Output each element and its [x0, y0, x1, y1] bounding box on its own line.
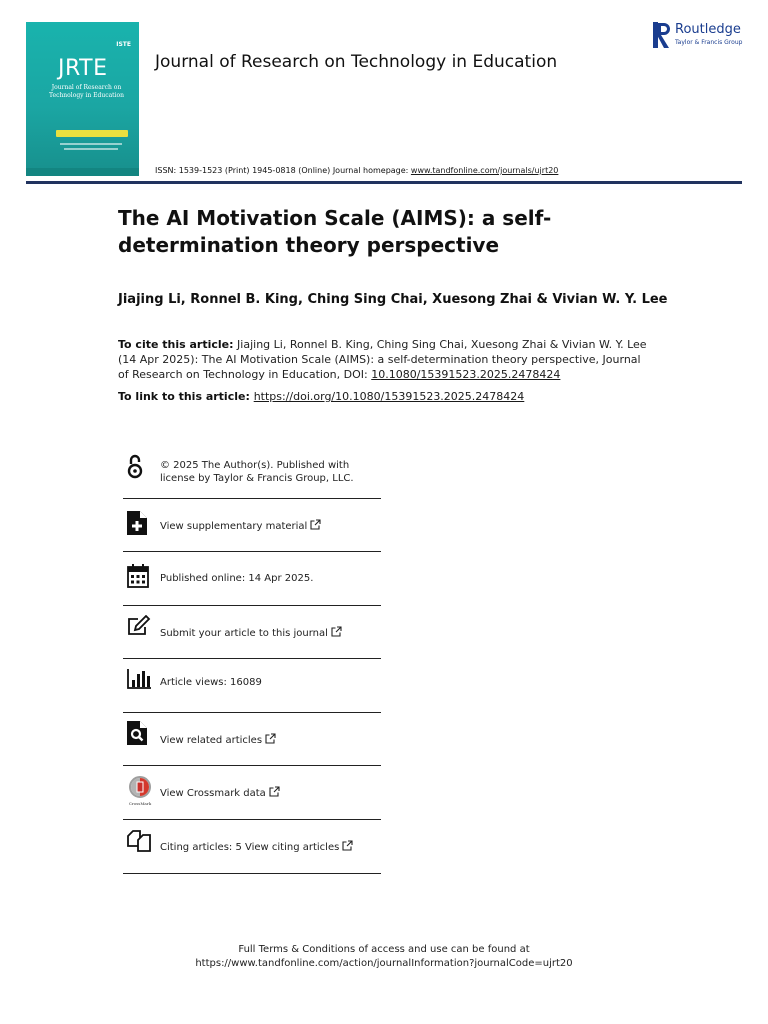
journal-title: Journal of Research on Technology in Education: [155, 52, 558, 72]
terms-text: Full Terms & Conditions of access and use can be found at: [238, 944, 530, 955]
related-search-icon: [127, 721, 147, 745]
license-text: © 2025 The Author(s). Published with license by Taylor & Francis Group, LLC.: [160, 460, 354, 484]
supplementary-row[interactable]: [123, 499, 381, 552]
routledge-r-icon: [653, 22, 673, 48]
terms-footer: [0, 943, 768, 971]
supplementary-file-icon: [127, 511, 147, 535]
journal-homepage-link[interactable]: www.tandfonline.com/journals/ujrt20: [410, 166, 559, 175]
related-label: View related articles: [160, 735, 263, 746]
views-row: [123, 659, 381, 713]
link-label: To link to this article:: [118, 390, 254, 403]
submit-row[interactable]: [123, 606, 381, 659]
citation-block: [118, 337, 652, 382]
cover-text-line: [64, 148, 118, 150]
citing-row[interactable]: [123, 820, 381, 874]
crossmark-row[interactable]: [123, 766, 381, 820]
supplementary-link[interactable]: [160, 519, 321, 533]
article-views: Article views: 16089: [160, 677, 262, 688]
external-link-icon: [342, 840, 353, 851]
cover-text-line: [60, 143, 122, 145]
external-link-icon: [331, 626, 342, 637]
supplementary-label: View supplementary material: [160, 521, 308, 532]
issn-line: [155, 166, 558, 175]
cover-acronym: JRTE: [58, 56, 108, 81]
article-link-line: [118, 390, 524, 403]
header-divider: [26, 181, 742, 184]
article-info-list: [123, 446, 381, 874]
bar-chart-icon: [127, 669, 151, 689]
crossmark-logo: [127, 776, 153, 806]
related-row[interactable]: [123, 713, 381, 766]
submit-article-link[interactable]: [160, 626, 342, 640]
external-link-icon: [310, 519, 321, 530]
edit-pencil-icon: [127, 615, 151, 637]
crossmark-label: View Crossmark data: [160, 788, 266, 799]
external-link-icon: [269, 786, 280, 797]
citing-articles-link[interactable]: [160, 840, 353, 854]
crossmark-link[interactable]: [160, 786, 280, 800]
cover-society-logo: ISTE: [116, 41, 131, 48]
article-authors: Jiajing Li, Ronnel B. King, Ching Sing Chai, Xuesong Zhai & Vivian W. Y. Lee: [118, 292, 668, 307]
cover-footer-band: [26, 168, 139, 176]
published-row: [123, 552, 381, 606]
submit-label: Submit your article to this journal: [160, 628, 328, 639]
calendar-icon: [127, 564, 149, 588]
open-access-icon: [127, 454, 143, 480]
published-date: Published online: 14 Apr 2025.: [160, 573, 314, 584]
article-title: The AI Motivation Scale (AIMS): a self-determination theory perspective: [118, 206, 552, 257]
article-doi-url[interactable]: https://doi.org/10.1080/15391523.2025.2478424: [253, 390, 525, 403]
cite-label: To cite this article:: [118, 338, 234, 351]
issn-text: ISSN: 1539-1523 (Print) 1945-0818 (Online) Journal homepage:: [155, 166, 411, 175]
license-row: [123, 446, 381, 499]
crossmark-icon: [127, 776, 153, 798]
journal-cover-image: [26, 22, 139, 176]
publisher-name: Routledge: [675, 22, 741, 37]
cover-title: Journal of Research on Technology in Education: [49, 84, 124, 99]
citing-label: Citing articles: 5 View citing articles: [160, 842, 340, 853]
doi-link[interactable]: 10.1080/15391523.2025.2478424: [371, 368, 561, 381]
external-link-icon: [265, 733, 276, 744]
publisher-logo[interactable]: [653, 22, 747, 50]
cite-text: Jiajing Li, Ronnel B. King, Ching Sing Chai, Xuesong Zhai & Vivian W. Y. Lee (14 Apr 2025): The AI Motivation Scale (AIMS): a self-determination theory perspective, Journal of Research on Technology in Education, DOI:: [118, 338, 647, 381]
citing-articles-icon: [127, 830, 151, 852]
publisher-subtitle: Taylor & Francis Group: [675, 39, 743, 46]
related-articles-link[interactable]: [160, 733, 276, 747]
terms-url[interactable]: https://www.tandfonline.com/action/journalInformation?journalCode=ujrt20: [195, 958, 573, 969]
cover-volume-strip: [56, 130, 128, 137]
crossmark-logo-text: CrossMark: [128, 801, 152, 806]
